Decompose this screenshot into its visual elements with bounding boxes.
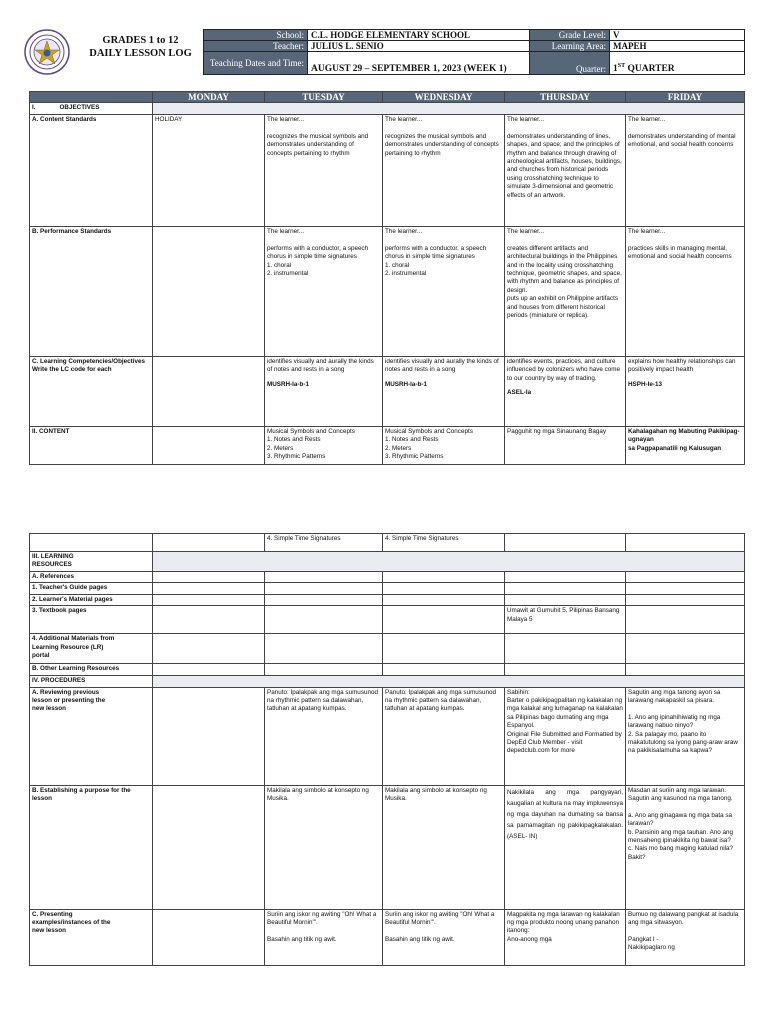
procedures-row [30,676,745,687]
competencies-row [30,357,745,427]
references-thu [505,572,626,583]
content-continued-mon [153,534,265,552]
learners-material-wed [383,594,505,605]
content-standards-label: A. Content Standards [30,115,153,227]
performance-standards-mon [153,227,265,357]
brand-subtitle: DAILY LESSON LOG [89,48,192,59]
purpose-tue: Makilala ang simbolo at konsepto ng Musika. [265,785,383,909]
competencies-thu [505,357,626,427]
purpose-label: B. Establishing a purpose for the lesson [30,785,153,909]
references-row [30,572,745,583]
teachers-guide-tue [265,583,383,594]
textbook-tue [265,606,383,634]
day-thursday: THURSDAY [505,92,626,103]
textbook-row [30,606,745,634]
performance-standards-label: B. Performance Standards [30,227,153,357]
competencies-tue-code: MUSRH-Ia-b-1 [267,380,309,388]
review-row [30,687,745,785]
quarter-number: 1 [613,64,618,74]
competencies-mon [153,357,265,427]
day-header-row [30,92,745,103]
teachers-guide-wed [383,583,505,594]
content-thu: Pagguhit ng mga Sinaunang Bagay [505,427,626,465]
teaching-dates-label: Teaching Dates and Time: [204,52,308,75]
objectives-number: I. [32,104,36,111]
additional-materials-thu [505,634,626,664]
additional-materials-tue [265,634,383,664]
competencies-fri [626,357,745,427]
grade-level-value: V [610,30,745,41]
content-row [30,427,745,465]
day-wednesday: WEDNESDAY [383,92,505,103]
day-monday: MONDAY [153,92,265,103]
quarter-label: Quarter: [530,52,610,75]
review-wed: Panuto: Ipalakpak ang mga sumusunod na rhythmic pattern sa dalawahan, tatluhan at apatang kumpas. [383,687,505,785]
header-info-table [203,29,745,75]
school-label: School: [204,30,308,41]
references-tue [265,572,383,583]
learning-resources-span [153,552,745,572]
competencies-fri-code: HSPH-Ie-13 [628,380,662,388]
other-resources-row [30,664,745,676]
other-resources-wed [383,664,505,676]
learning-resources-label: III. LEARNING RESOURCES [30,552,153,572]
references-mon [153,572,265,583]
competencies-tue-text: identifies visually and aurally the kinds of notes and rests in a song [267,358,374,374]
presenting-row [30,909,745,965]
content-mon [153,427,265,465]
references-wed [383,572,505,583]
school-value: C.L. HODGE ELEMENTARY SCHOOL [308,30,530,41]
competencies-thu-text: identifies events, practices, and culture influenced by colonizers who have come to our country by way of trading. [507,358,621,382]
teachers-guide-fri [626,583,745,594]
textbook-thu: Umawit at Gumuhit 5, Pilipinas Bansang Malaya 5 [505,606,626,634]
purpose-mon [153,785,265,909]
competencies-tue [265,357,383,427]
competencies-thu-code: ASEL-Ia [507,389,532,397]
learners-material-thu [505,594,626,605]
learners-material-label: 2. Learner's Material pages [30,594,153,605]
textbook-label: 3. Textbook pages [30,606,153,634]
purpose-wed: Makilala ang simbolo at konsepto ng Musika. [383,785,505,909]
content-continued-tue: 4. Simple Time Signatures [265,534,383,552]
performance-standards-row [30,227,745,357]
brand-title: GRADES 1 to 12 [102,35,179,46]
other-resources-label: B. Other Learning Resources [30,664,153,676]
learning-area-value: MAPEH [610,41,745,52]
content-standards-fri: The learner... demonstrates understanding of mental emotional, and social health concerns [626,115,745,227]
competencies-wed [383,357,505,427]
competencies-wed-code: MUSRH-Ia-b-1 [385,380,427,388]
content-continued-label [30,534,153,552]
review-fri: Sagutin ang mga tanong ayon sa larawang nakapaskil sa pisara. 1. Ano ang ipinahihiwatig ng mga larawang nabuo ninyo? 2. Sa palagay mo, paano ito makatutulong sa iyong pang-araw araw na pakikisalamuha sa kapwa? [626,687,745,785]
deped-seal-icon [24,29,70,75]
learners-material-tue [265,594,383,605]
teacher-label: Teacher: [204,41,308,52]
presenting-label: C. Presenting examples/instances of the new lesson [30,909,153,965]
lesson-log-table-page2 [29,533,745,966]
other-resources-tue [265,664,383,676]
review-tue: Panuto: Ipalakpak ang mga sumusunod na rhythmic pattern sa dalawahan, tatluhan at apatang kumpas. [265,687,383,785]
objectives-row [30,103,745,115]
additional-materials-label: 4. Additional Materials from Learning Resource (LR) portal [30,634,153,664]
teaching-dates-value: AUGUST 29 – SEPTEMBER 1, 2023 (WEEK 1) [308,52,530,75]
presenting-thu: Magpakita ng mga larawan ng kalakalan ng mga produkto noong unang panahon itanong: Ano-anong mga [505,909,626,965]
learning-area-label: Learning Area: [530,41,610,52]
content-label: II. CONTENT [30,427,153,465]
content-tue: Musical Symbols and Concepts 1. Notes and Rests 2. Meters 3. Rhythmic Patterns [265,427,383,465]
presenting-mon [153,909,265,965]
content-continued-wed: 4. Simple Time Signatures [383,534,505,552]
purpose-fri: Masdan at suriin ang mga larawan. Sagutin ang kasunod na mga tanong. a. Ano ang ginagawa ng mga bata sa larawan? b. Pansinin ang mga tauhan. Ano ang mensaheng ipinakikita ng bawat isa? c. Nais mo bang maging katulad nila? Bakit? [626,785,745,909]
textbook-wed [383,606,505,634]
grade-level-label: Grade Level: [530,30,610,41]
quarter-value [610,52,745,75]
textbook-fri [626,606,745,634]
teachers-guide-row [30,583,745,594]
objectives-span [153,103,745,115]
presenting-fri: Bumuo ng dalawang pangkat at isadula ang mga sitwasyon. Pangkat I - Nakikipaglaro ng [626,909,745,965]
additional-materials-fri [626,634,745,664]
content-wed: Musical Symbols and Concepts 1. Notes and Rests 2. Meters 3. Rhythmic Patterns [383,427,505,465]
teachers-guide-mon [153,583,265,594]
purpose-thu: Nakikilala ang mga pangyayari, kaugalian at kultura na may impluwensya ng mga dayuhan na dumating sa bansa sa pamamagitan ng pakikipagkalakalan. (ASEL- IN) [505,785,626,909]
other-resources-thu [505,664,626,676]
review-label: A. Reviewing previous lesson or presenting the new lesson [30,687,153,785]
objectives-label [30,103,153,115]
competencies-wed-text: identifies visually and aurally the kinds of notes and rests in a song [385,358,499,374]
corner-cell [30,92,153,103]
procedures-span [153,676,745,687]
learners-material-row [30,594,745,605]
review-thu: Sabihin: Barter o pakikipagpalitan ng kalakalan ng mga kalakal ang lumaganap na kalakalan sa Pilipinas bago dumating ang mga Espanyol. Original File Submitted and Formatted by DepEd Club Member - visit depedclub.com for more [505,687,626,785]
competencies-fri-text: explains how healthy relationships can positively impact health [628,358,736,374]
learning-resources-row [30,552,745,572]
performance-standards-thu: The learner... creates different artifacts and architectural buildings in the Philippines and in the locality using crosshatching technique, geometric shapes, and space, with rhythm and balance as principles of design. puts up an exhibit on Philippine artifacts and houses from different historical periods (miniature or replica). [505,227,626,357]
performance-standards-tue: The learner... performs with a conductor, a speech chorus in simple time signatures 1. choral 2. instrumental [265,227,383,357]
day-tuesday: TUESDAY [265,92,383,103]
lesson-log-table-page1 [29,91,745,465]
content-standards-row [30,115,745,227]
additional-materials-mon [153,634,265,664]
presenting-tue: Suriin ang iskor ng awiting "Oh! What a Beautiful Mornin'". Basahin ang titik ng awit. [265,909,383,965]
content-continued-fri [626,534,745,552]
teacher-value: JULIUS L. SENIO [308,41,530,52]
other-resources-fri [626,664,745,676]
other-resources-mon [153,664,265,676]
review-mon [153,687,265,785]
textbook-mon [153,606,265,634]
additional-materials-row [30,634,745,664]
presenting-wed: Suriin ang iskor ng awiting "Oh! What a Beautiful Mornin'". Basahin ang titik ng awit. [383,909,505,965]
content-standards-tue: The learner... recognizes the musical symbols and demonstrates understanding of concepts pertaining to rhythm [265,115,383,227]
content-fri: Kahalagahan ng Mabuting Pakikipag-ugnayan sa Pagpapanatili ng Kalusugan [626,427,745,465]
references-label: A. References [30,572,153,583]
purpose-row [30,785,745,909]
content-standards-thu: The learner... demonstrates understanding of lines, shapes, and space; and the principles of rhythm and balance through drawing of archeological artifacts, houses, buildings, and churches from historical periods using crosshatching technique to simulate 3-dimensional and geometric effects of an artwork. [505,115,626,227]
content-standards-wed: The learner... recognizes the musical symbols and demonstrates understanding of concepts pertaining to rhythm [383,115,505,227]
performance-standards-wed: The learner... performs with a conductor, a speech chorus in simple time signatures 1. choral 2. instrumental [383,227,505,357]
objectives-title: OBJECTIVES [59,104,100,111]
content-standards-mon: HOLIDAY [153,115,265,227]
day-friday: FRIDAY [626,92,745,103]
learners-material-fri [626,594,745,605]
content-continued-thu [505,534,626,552]
references-fri [626,572,745,583]
teachers-guide-thu [505,583,626,594]
competencies-label: C. Learning Competencies/Objectives Write the LC code for each [30,357,153,427]
teachers-guide-label: 1. Teacher's Guide pages [30,583,153,594]
performance-standards-fri: The learner... practices skills in managing mental, emotional and social health concerns [626,227,745,357]
content-continued-row [30,534,745,552]
quarter-word: QUARTER [625,64,675,74]
quarter-suffix: ST [617,62,626,69]
procedures-label: IV. PROCEDURES [30,676,153,687]
additional-materials-wed [383,634,505,664]
learners-material-mon [153,594,265,605]
